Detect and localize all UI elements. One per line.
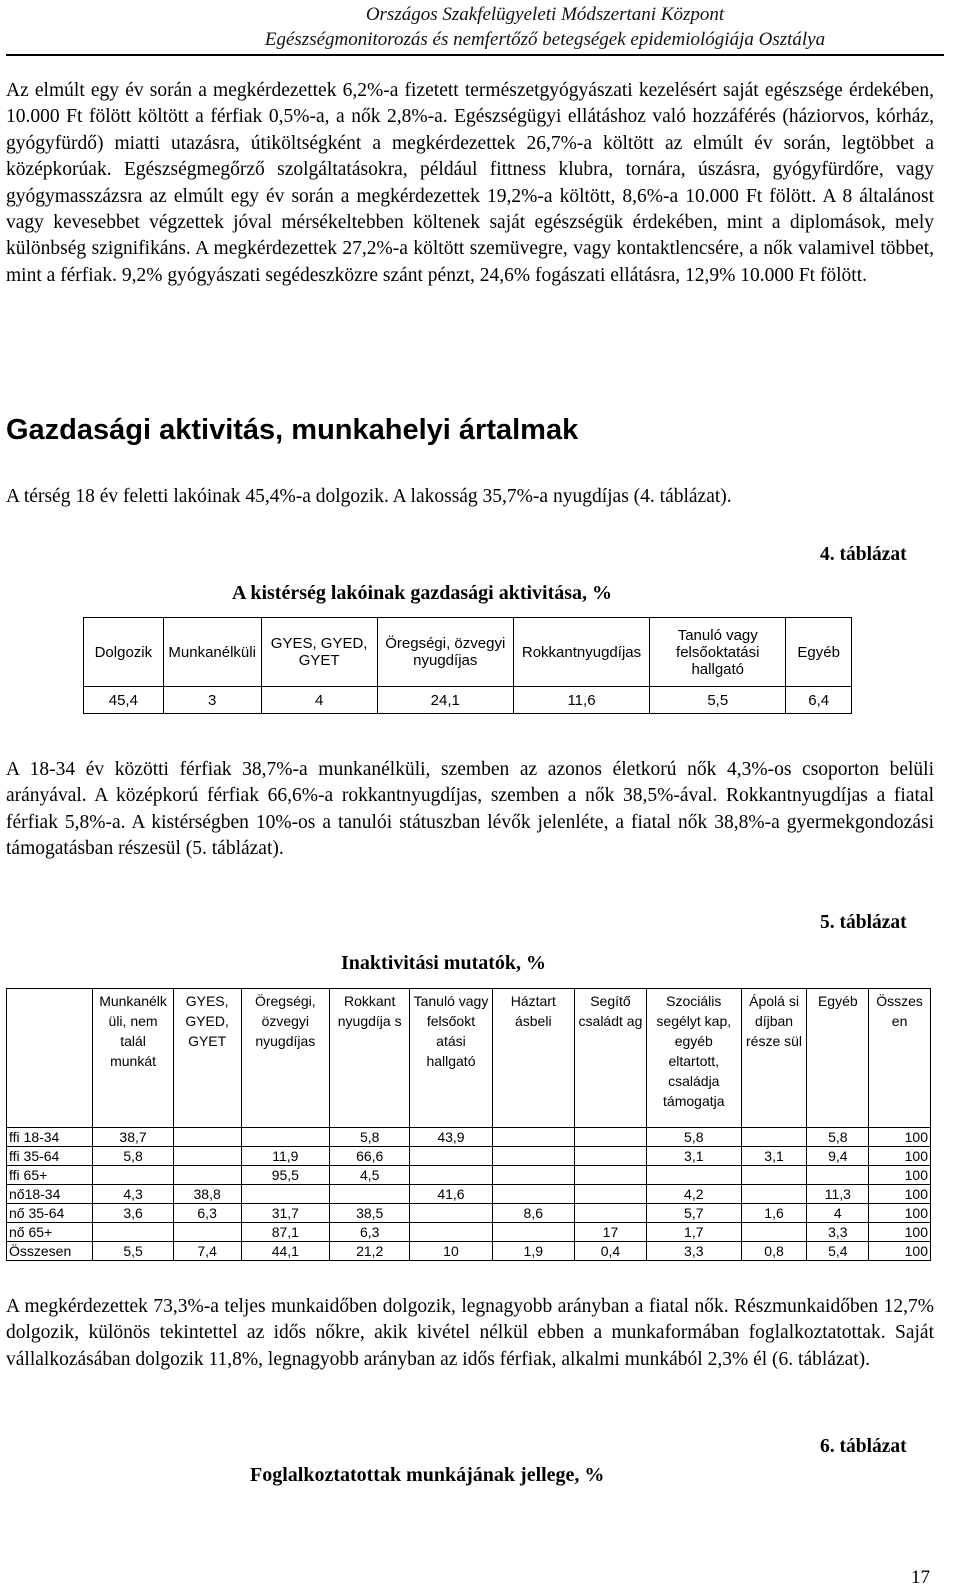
table5-cell: 7,4 bbox=[173, 1242, 241, 1261]
table5-cell bbox=[741, 1185, 807, 1204]
table5-cell bbox=[492, 1185, 574, 1204]
table5-cell: 43,9 bbox=[410, 1128, 492, 1147]
table5-cell: 5,8 bbox=[807, 1128, 869, 1147]
table5-cell bbox=[173, 1166, 241, 1185]
table5-cell bbox=[241, 1128, 329, 1147]
table5-cell: 5,8 bbox=[93, 1147, 173, 1166]
table5-cell: 4 bbox=[807, 1204, 869, 1223]
table5-cell: 5,4 bbox=[807, 1242, 869, 1261]
table5-row-label: ffi 65+ bbox=[7, 1166, 93, 1185]
table5-cell: 95,5 bbox=[241, 1166, 329, 1185]
section-heading: Gazdasági aktivitás, munkahelyi ártalmak bbox=[6, 414, 579, 446]
table4-value-cell: 45,4 bbox=[84, 687, 164, 714]
table5-cell: 38,8 bbox=[173, 1185, 241, 1204]
table5-cell bbox=[574, 1185, 646, 1204]
table4-header-cell: Dolgozik bbox=[84, 618, 164, 687]
paragraph-health-spending: Az elmúlt egy év során a megkérdezettek 6,2%-a fizetett természetgyógyászati kezelésért saját egészsége érdekében, 10.000 Ft fölött költött a férfiak 0,5%-a, a nők 2,8%-a. Egészségügyi ellátáshoz való hozzáférés (háziorvos, kórház, gyógyfürdő) miatti utazásra, útiköltségként a megkérdezettek 26,7%-a költött az elmúlt év során, legtöbbet a középkorúak. Egészségmegőrző szolgáltatásokra, például fittness klubra, tornára, úszásra, gyógyfürdőre, vagy gyógymasszázsra az elmúlt egy év során a megkérdezettek 19,2%-a költött, 8,6%-a 10.000 Ft fölött. A 8 általánost vagy kevesebbet végzettek jóval mérsékeltebben költenek saját egészségük érdekében, mint a diplomások, mely különbség szignifikáns. A megkérdezettek 27,2%-a költött szemüvegre, vagy kontaktlencsére, a nők valamivel többet, mint a férfiak. 9,2% gyógyászati segédeszközre szánt pénzt, 24,6% fogászati ellátásra, 12,9% 10.000 Ft fölött. bbox=[6, 80, 934, 286]
table5-header-cell: Szociális segélyt kap, egyéb eltartott, családja támogatja bbox=[646, 989, 741, 1128]
table5-header-row bbox=[7, 989, 931, 1128]
table5-cell bbox=[93, 1223, 173, 1242]
table5-cell bbox=[646, 1166, 741, 1185]
table4-value-cell: 5,5 bbox=[650, 687, 786, 714]
table5-cell bbox=[173, 1147, 241, 1166]
table5-cell: 4,3 bbox=[93, 1185, 173, 1204]
table5-cell: 3,6 bbox=[93, 1204, 173, 1223]
table5-header-cell: Munkanélk üli, nem talál munkát bbox=[93, 989, 173, 1128]
table5-header-cell: GYES, GYED, GYET bbox=[173, 989, 241, 1128]
table5-cell: 100 bbox=[869, 1204, 931, 1223]
table4-value-cell: 6,4 bbox=[786, 687, 852, 714]
table5-cell bbox=[330, 1185, 410, 1204]
table5-cell bbox=[173, 1223, 241, 1242]
table5-cell bbox=[741, 1166, 807, 1185]
table5-row-label: Összesen bbox=[7, 1242, 93, 1261]
table5-cell: 100 bbox=[869, 1185, 931, 1204]
table5-row bbox=[7, 1204, 931, 1223]
table5-cell: 5,7 bbox=[646, 1204, 741, 1223]
table5-cell bbox=[492, 1223, 574, 1242]
table5-cell: 11,3 bbox=[807, 1185, 869, 1204]
table5-cell: 1,6 bbox=[741, 1204, 807, 1223]
table5-header-cell: Tanuló vagy felsőokt atási hallgató bbox=[410, 989, 492, 1128]
table5-header-cell: Háztart ásbeli bbox=[492, 989, 574, 1128]
table5-row bbox=[7, 1242, 931, 1261]
table4-value-row bbox=[84, 687, 852, 714]
table5-cell: 1,7 bbox=[646, 1223, 741, 1242]
table5-header-cell: Egyéb bbox=[807, 989, 869, 1128]
table5-cell bbox=[492, 1147, 574, 1166]
table5-cell: 0,4 bbox=[574, 1242, 646, 1261]
paragraph-activity-intro: A térség 18 év feletti lakóinak 45,4%-a dolgozik. A lakosság 35,7%-a nyugdíjas (4. táblázat). bbox=[6, 486, 732, 507]
header-department: Egészségmonitorozás és nemfertőző betegségek epidemiológiája Osztálya bbox=[264, 29, 826, 50]
table5-inactivity bbox=[6, 988, 931, 1261]
table4-value-cell: 11,6 bbox=[513, 687, 649, 714]
table5-cell bbox=[807, 1166, 869, 1185]
table5-cell: 87,1 bbox=[241, 1223, 329, 1242]
table5-cell: 0,8 bbox=[741, 1242, 807, 1261]
table5-cell: 3,3 bbox=[646, 1242, 741, 1261]
table5-cell bbox=[410, 1223, 492, 1242]
table5-cell: 3,1 bbox=[741, 1147, 807, 1166]
table5-header-cell: Segítő családt ag bbox=[574, 989, 646, 1128]
table5-row-label: ffi 35-64 bbox=[7, 1147, 93, 1166]
table4-header-cell: Munkanélküli bbox=[163, 618, 261, 687]
table5-cell: 10 bbox=[410, 1242, 492, 1261]
table5-cell: 5,5 bbox=[93, 1242, 173, 1261]
table5-cell: 8,6 bbox=[492, 1204, 574, 1223]
table5-header-cell: Rokkant nyugdíja s bbox=[330, 989, 410, 1128]
table5-cell bbox=[574, 1147, 646, 1166]
table5-cell: 6,3 bbox=[330, 1223, 410, 1242]
table5-cell: 3,1 bbox=[646, 1147, 741, 1166]
table5-cell: 100 bbox=[869, 1242, 931, 1261]
table5-cell bbox=[741, 1223, 807, 1242]
table5-row bbox=[7, 1128, 931, 1147]
table5-cell: 6,3 bbox=[173, 1204, 241, 1223]
table4-header-row bbox=[84, 618, 852, 687]
table5-cell: 17 bbox=[574, 1223, 646, 1242]
table5-row bbox=[7, 1185, 931, 1204]
table4-title: A kistérség lakóinak gazdasági aktivitása, % bbox=[232, 582, 613, 604]
table5-cell bbox=[241, 1185, 329, 1204]
table5-header-cell: Ápolá si díjban része sül bbox=[741, 989, 807, 1128]
table4-header-cell: Rokkantnyugdíjas bbox=[513, 618, 649, 687]
table6-title: Foglalkoztatottak munkájának jellege, % bbox=[250, 1464, 605, 1486]
table5-cell: 38,7 bbox=[93, 1128, 173, 1147]
table5-header-cell: Öregségi, özvegyi nyugdíjas bbox=[241, 989, 329, 1128]
table5-cell bbox=[492, 1166, 574, 1185]
table5-label: 5. táblázat bbox=[820, 912, 907, 933]
table5-cell: 4,5 bbox=[330, 1166, 410, 1185]
table4-economic-activity bbox=[83, 617, 852, 714]
table5-header-cell bbox=[7, 989, 93, 1128]
page-header bbox=[0, 2, 960, 52]
header-institution: Országos Szakfelügyeleti Módszertani Központ bbox=[365, 4, 725, 25]
table5-cell: 4,2 bbox=[646, 1185, 741, 1204]
table5-row-label: nő 35-64 bbox=[7, 1204, 93, 1223]
table5-cell bbox=[410, 1204, 492, 1223]
table5-cell: 11,9 bbox=[241, 1147, 329, 1166]
table5-cell bbox=[492, 1128, 574, 1147]
table5-cell: 100 bbox=[869, 1128, 931, 1147]
table4-value-cell: 24,1 bbox=[377, 687, 513, 714]
table5-cell bbox=[410, 1166, 492, 1185]
table4-header-cell: Öregségi, özvegyi nyugdíjas bbox=[377, 618, 513, 687]
table5-cell: 31,7 bbox=[241, 1204, 329, 1223]
table5-cell bbox=[574, 1128, 646, 1147]
table5-cell: 44,1 bbox=[241, 1242, 329, 1261]
table4-value-cell: 4 bbox=[261, 687, 377, 714]
table4-label: 4. táblázat bbox=[820, 544, 907, 565]
table5-cell bbox=[93, 1166, 173, 1185]
table4-header-cell: GYES, GYED, GYET bbox=[261, 618, 377, 687]
table5-cell: 9,4 bbox=[807, 1147, 869, 1166]
paragraph-inactivity: A 18-34 év közötti férfiak 38,7%-a munkanélküli, szemben az azonos életkorú nők 4,3%-os csoporton belüli arányával. A középkorú férfiak 66,6%-a rokkantnyugdíjas, szemben a nők 38,5%-ával. Rokkantnyugdíjas a fiatal férfiak 5,8%-a. A kistérségben 10%-os a tanulói státuszban lévők jelenléte, a fiatal nők 38,8%-a gyermekgondozási támogatásban részesül (5. táblázat). bbox=[6, 759, 934, 860]
table5-row bbox=[7, 1147, 931, 1166]
table5-cell: 5,8 bbox=[330, 1128, 410, 1147]
table4-header-cell: Egyéb bbox=[786, 618, 852, 687]
table5-cell: 100 bbox=[869, 1166, 931, 1185]
header-rule bbox=[6, 54, 944, 56]
table5-cell: 100 bbox=[869, 1147, 931, 1166]
table5-cell: 3,3 bbox=[807, 1223, 869, 1242]
table5-row-label: ffi 18-34 bbox=[7, 1128, 93, 1147]
table5-cell: 38,5 bbox=[330, 1204, 410, 1223]
table5-cell bbox=[741, 1128, 807, 1147]
table5-cell: 41,6 bbox=[410, 1185, 492, 1204]
table5-row bbox=[7, 1166, 931, 1185]
table6-label: 6. táblázat bbox=[820, 1436, 907, 1457]
table5-cell bbox=[574, 1204, 646, 1223]
table5-cell bbox=[574, 1166, 646, 1185]
table5-row-label: nő 65+ bbox=[7, 1223, 93, 1242]
table5-cell: 66,6 bbox=[330, 1147, 410, 1166]
table4-header-cell: Tanuló vagy felsőoktatási hallgató bbox=[650, 618, 786, 687]
paragraph-employment: A megkérdezettek 73,3%-a teljes munkaidőben dolgozik, legnagyobb arányban a fiatal nők. Részmunkaidőben 12,7% dolgozik, különös tekintettel az idős nőkre, akik kivétel nélkül ebben a munkaformában foglalkoztatottak. Saját vállalkozásában dolgozik 11,8%, legnagyobb arányban az idős férfiak, alkalmi munkából 2,3% él (6. táblázat). bbox=[6, 1296, 934, 1370]
table4-value-cell: 3 bbox=[163, 687, 261, 714]
table5-cell: 1,9 bbox=[492, 1242, 574, 1261]
table5-cell: 100 bbox=[869, 1223, 931, 1242]
table5-row-label: nő18-34 bbox=[7, 1185, 93, 1204]
table5-cell: 5,8 bbox=[646, 1128, 741, 1147]
page-number: 17 bbox=[911, 1567, 930, 1588]
table5-cell: 21,2 bbox=[330, 1242, 410, 1261]
table5-header-cell: Összes en bbox=[869, 989, 931, 1128]
table5-cell bbox=[173, 1128, 241, 1147]
table5-row bbox=[7, 1223, 931, 1242]
table5-title: Inaktivitási mutatók, % bbox=[341, 952, 547, 974]
table5-cell bbox=[410, 1147, 492, 1166]
